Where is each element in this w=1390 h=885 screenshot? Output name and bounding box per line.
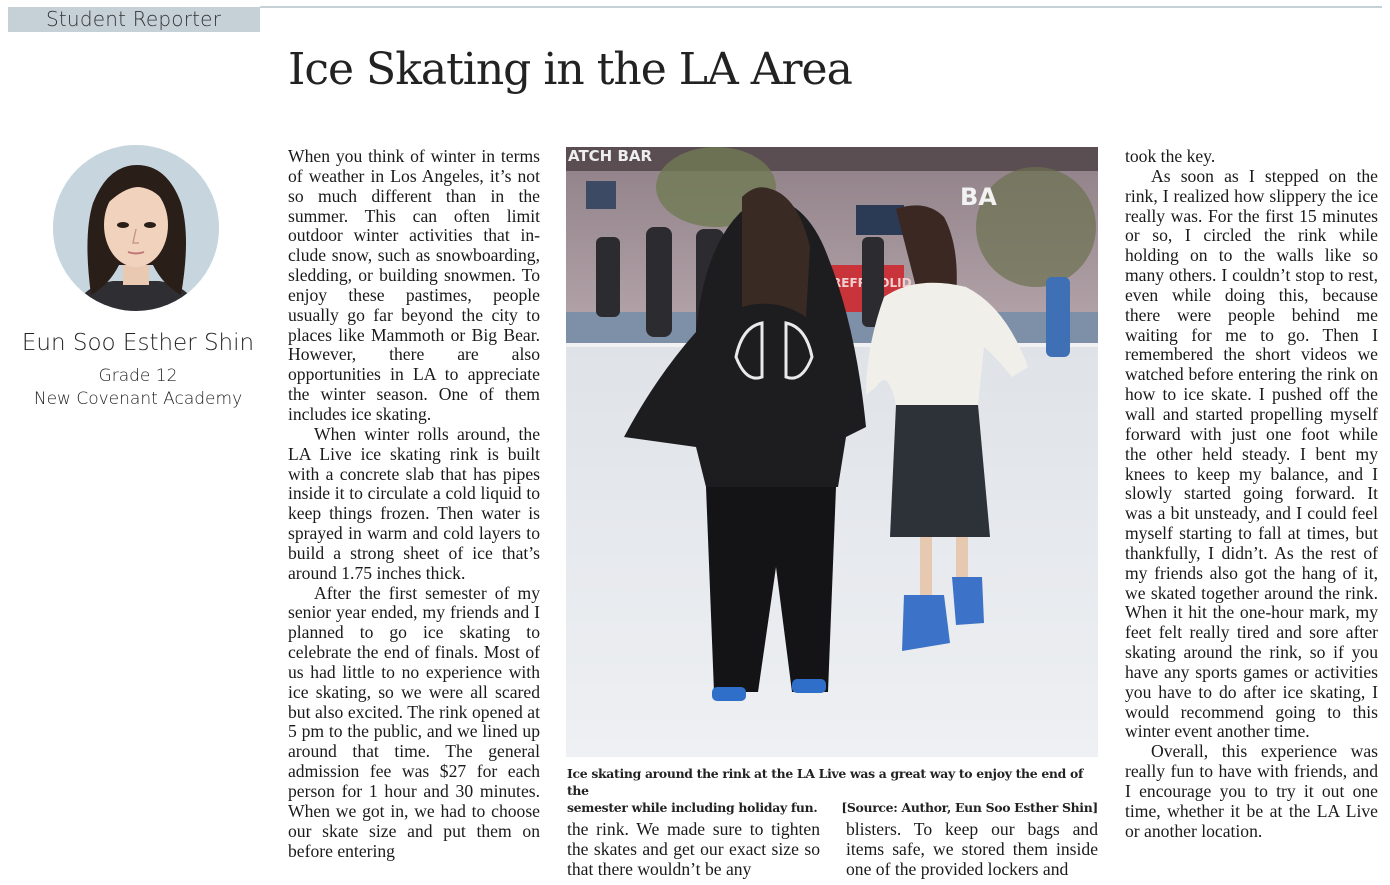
paragraph: took the key. [1125, 147, 1216, 166]
top-rule [260, 6, 1382, 8]
ice-skating-photo [566, 147, 1098, 757]
author-avatar [53, 145, 219, 311]
author-portrait-image [53, 145, 219, 311]
banner-text: REFRE OLID [832, 276, 912, 290]
sign-top: ATCH BAR [568, 147, 653, 165]
paragraph: As soon as I stepped on the rink, I realized how slippery the ice really was. For the first 15 minutes or so, I circled the rink while holding on to the walls like so many others. I couldn’t stop to rest, even while doing this, because there were people behind me waiting for me to go. Then I remembered the short videos we watched before entering the rink on how to ice skate. I pushed off the wall and started propelling myself forward with just one foot while the other held steady. I bent my knees to keep my balance, and I slowly started going forward. It was a bit unsteady, and I could feel myself starting to fall at times, but thankfully, I didn’t. As the rest of my friends also got the hang of it, we skated together around the rink. When it hit the one-hour mark, my feet felt really tired and sore after skating around the rink, so if you have any sports games or activities you have to do after ice skating, I would recommend going to this winter event another time. [1125, 165, 1378, 742]
article-photo [566, 147, 1098, 757]
sign-side: BA [960, 183, 997, 211]
paragraph: the rink. We made sure to tighten the skates and get our exact size so that there wouldn’t be any [567, 820, 820, 879]
article-column-4 [1125, 147, 1378, 883]
photo-caption [567, 765, 1098, 816]
photo-source: [Source: Author, Eun Soo Esther Shin] [841, 800, 1098, 815]
author-school: New Covenant Academy [33, 389, 243, 409]
caption-line-2: semester while including holiday fun. [567, 800, 818, 815]
article-column-3 [846, 820, 1098, 883]
author-grade: Grade 12 [98, 366, 178, 386]
paragraph: blisters. To keep our bags and items safe, we stored them inside one of the provided lockers and [846, 820, 1098, 879]
article-column-1 [288, 147, 540, 883]
paragraph: After the first semester of my senior year ended, my friends and I planned to go ice skating to celebrate the end of finals. Most of us had little to no experience with ice skating, so we were all scared but also excited. The rink opened at 5 pm to the public, and we lined up around that time. The general admission fee was $27 for each person for 1 hour and 30 minutes. When we got in, we had to choose our skate size and put them on before entering [288, 582, 540, 861]
paragraph: Overall, this experience was really fun to have with friends, and I encourage you to try it out one time, whether it be at the LA Live or another location. [1125, 741, 1378, 841]
caption-line-1: Ice skating around the rink at the LA Live was a great way to enjoy the end of the [567, 766, 1084, 798]
section-label: Student Reporter [8, 7, 260, 32]
article-column-2 [567, 820, 820, 883]
headline: Ice Skating in the LA Area [288, 44, 852, 95]
author-name: Eun Soo Esther Shin [21, 330, 255, 356]
paragraph: When winter rolls around, the LA Live ice skating rink is built with a concrete slab that has pipes inside it to circulate a cold liquid to keep things frozen. Then water is sprayed in warm and cold layers to build a strong sheet of ice that’s around 1.75 inches thick. [288, 423, 540, 583]
paragraph: When you think of winter in terms of weather in Los Angeles, it’s not so much different than in the summer. This can often limit outdoor winter activities that include snow, such as snowboarding, sledding, or building snowmen. To enjoy these pastimes, people usually go far beyond the city to places like Mammoth or Big Bear. However, there are also opportunities in LA to appreciate the winter season. One of them includes ice skating. [288, 147, 540, 424]
